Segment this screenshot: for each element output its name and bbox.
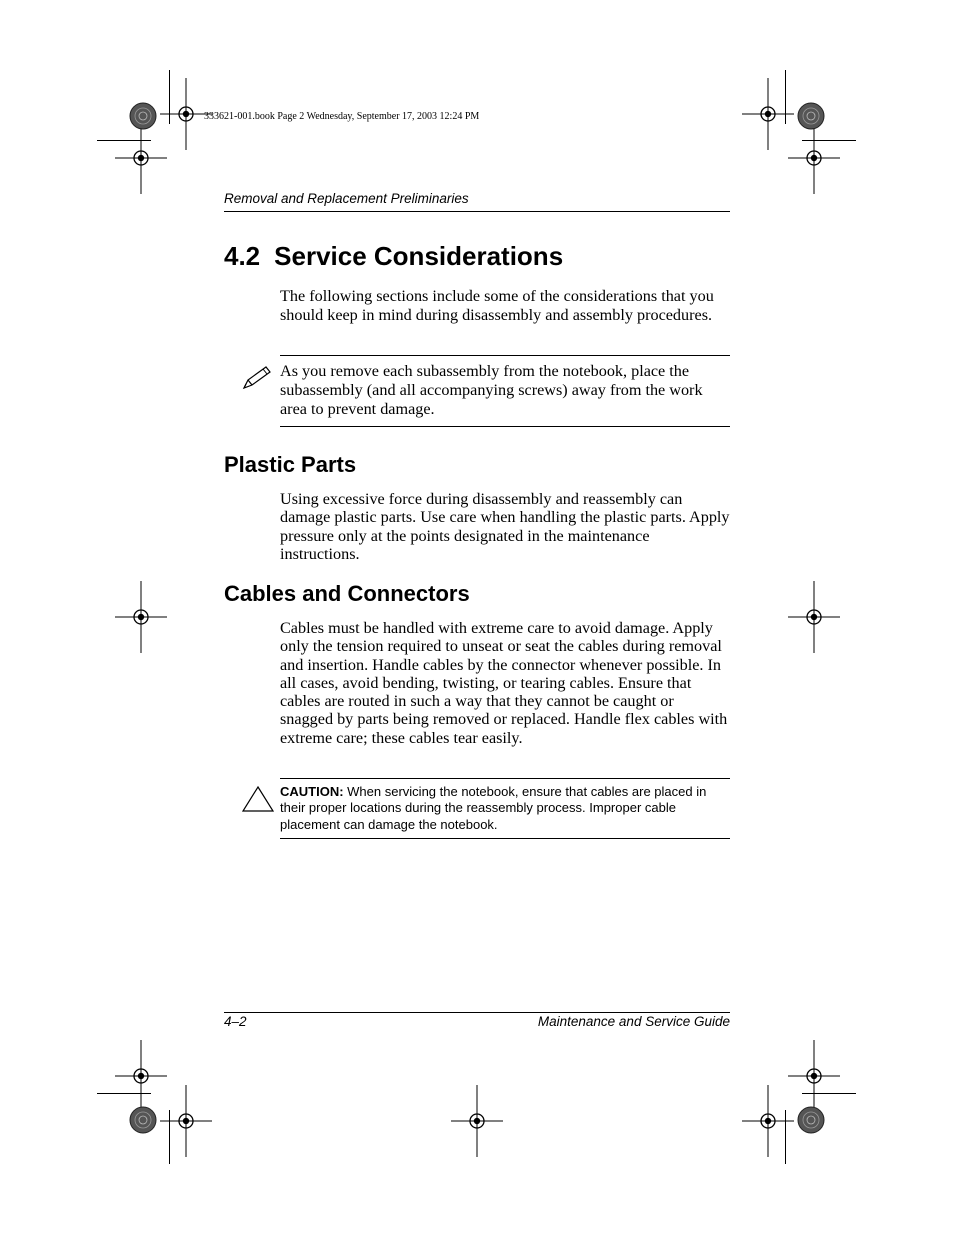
registration-mark-bottom-right-2 — [788, 1040, 840, 1112]
caution-body: When servicing the notebook, ensure that cables are placed in their proper locations during the reassembly process. Improper cable placement can damage the notebook. — [280, 784, 707, 832]
registration-mark-bottom-left-1 — [115, 1040, 167, 1112]
footer-title: Maintenance and Service Guide — [537, 1014, 730, 1029]
color-target-top-left — [130, 103, 156, 129]
section-title-text: Service Considerations — [274, 241, 564, 271]
pencil-note-icon — [240, 364, 274, 397]
caution-triangle-icon — [241, 785, 275, 813]
section-intro: The following sections include some of the considerations that you should keep in mind during disassembly and assembly procedures. — [280, 287, 714, 324]
color-target-bottom-left — [130, 1107, 156, 1133]
caution-rule-bottom — [280, 838, 730, 839]
registration-mark-top-right-1 — [742, 78, 794, 150]
header-rule — [224, 211, 730, 212]
plastic-parts-text: Using excessive force during disassembly and reassembly can damage plastic parts. Use care when handling the plastic parts. Apply pressure only at the points designated in the maintenance instructions. — [280, 490, 730, 563]
cables-heading: Cables and Connectors — [224, 581, 470, 606]
color-target-bottom-right — [798, 1107, 824, 1133]
note-text: As you remove each subassembly from the notebook, place the subassembly (and all accompanying screws) away from the work area to prevent damage. — [280, 362, 703, 418]
footer-page-number: 4–2 — [224, 1014, 247, 1029]
registration-mark-mid-right — [788, 581, 840, 653]
registration-mark-top-right-2 — [788, 122, 840, 194]
running-head: Removal and Replacement Preliminaries — [224, 191, 469, 206]
note-rule-bottom — [280, 426, 730, 427]
plastic-parts-heading: Plastic Parts — [224, 452, 357, 477]
cables-text: Cables must be handled with extreme care to avoid damage. Apply only the tension required to unseat or seat the cables during removal and insertion. Handle cables by the connector whenever possible. In all cases, avoid bending, twisting, or tearing cables. Ensure that cables are routed in such a way that they cannot be caught or snagged by parts being removed or replaced. Handle flex cables with extreme care; these cables tear easily. — [280, 619, 728, 747]
registration-mark-bottom-center — [451, 1085, 503, 1157]
registration-mark-mid-left — [115, 581, 167, 653]
color-target-top-right — [798, 103, 824, 129]
note-rule-top — [280, 355, 730, 356]
caution-rule-top — [280, 778, 730, 779]
caution-label: CAUTION: — [280, 784, 344, 799]
section-number: 4.2 — [224, 241, 261, 271]
section-title — [224, 241, 563, 272]
print-stamp: 333621-001.book Page 2 Wednesday, September 17, 2003 12:24 PM — [204, 111, 480, 122]
registration-mark-top-left-2 — [115, 122, 167, 194]
registration-mark-bottom-left-2 — [160, 1085, 212, 1157]
footer-rule — [224, 1012, 730, 1013]
caution-text — [280, 784, 730, 833]
registration-mark-bottom-right-1 — [742, 1085, 794, 1157]
